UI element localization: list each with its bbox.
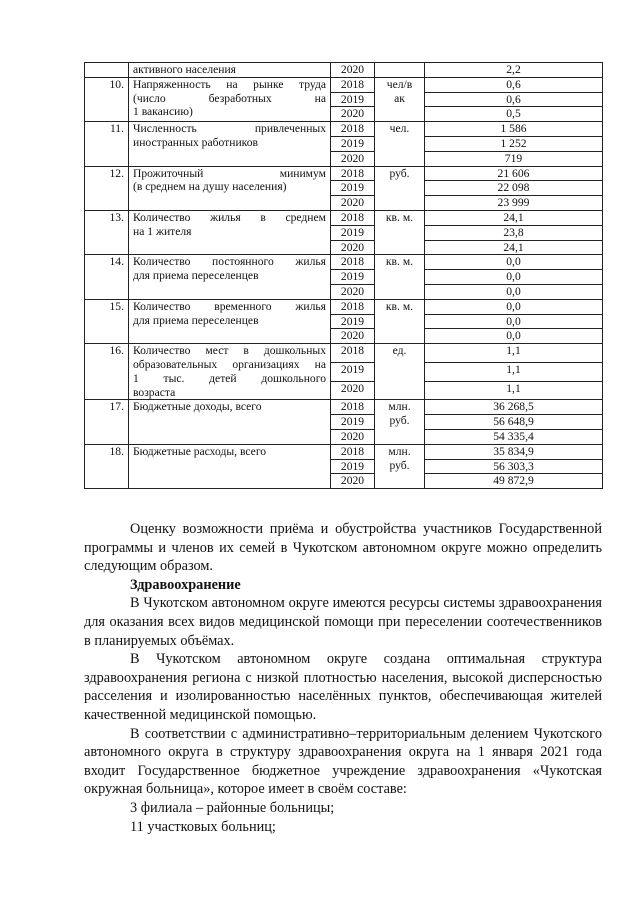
indicator-line: (в среднем на душу населения) xyxy=(133,180,287,194)
year-cell: 2019 xyxy=(331,362,375,381)
row-number: 11. xyxy=(85,122,129,166)
row-number: 16. xyxy=(85,344,129,400)
indicator-line: 1 тыс. детей дошкольного xyxy=(133,371,326,385)
value-cell: 36 268,5 xyxy=(425,400,603,415)
row-number: 17. xyxy=(85,400,129,444)
value-cell: 35 834,9 xyxy=(425,444,603,459)
unit-cell xyxy=(375,166,425,210)
year-cell: 2018 xyxy=(331,210,375,225)
value-cell: 0,0 xyxy=(425,270,603,285)
unit-cell xyxy=(375,400,425,444)
list-item-branches: 3 филиала – районные больницы; xyxy=(130,799,335,816)
value-cell: 23 999 xyxy=(425,196,603,211)
body-text xyxy=(84,520,602,836)
value-cell: 0,0 xyxy=(425,314,603,329)
unit-line: ак xyxy=(394,91,405,105)
row-number: 14. xyxy=(85,255,129,299)
unit-line: чел. xyxy=(389,122,410,136)
indicator-name xyxy=(129,444,331,488)
value-cell: 0,0 xyxy=(425,299,603,314)
indicator-line: (число безработных на xyxy=(133,91,326,105)
row-number xyxy=(85,63,129,78)
year-cell: 2020 xyxy=(331,151,375,166)
value-cell: 54 335,4 xyxy=(425,429,603,444)
value-cell: 1,1 xyxy=(425,362,603,381)
table-row xyxy=(85,63,603,78)
value-cell: 56 303,3 xyxy=(425,459,603,474)
value-cell: 0,5 xyxy=(425,107,603,122)
paragraph-healthcare-structure: В Чукотском автономном округе создана оптимальная структура здравоохранения региона с низкой плотностью населения, высокой дисперсностью расселения и изолированностью населённых пунктов, обеспечивающая жителей качественной медицинской помощью. xyxy=(84,651,602,723)
year-cell: 2019 xyxy=(331,270,375,285)
indicator-line: активного населения xyxy=(133,63,236,76)
table-row xyxy=(85,400,603,415)
unit-line: кв. м. xyxy=(385,299,414,313)
section-heading-healthcare: Здравоохранение xyxy=(130,576,241,593)
row-number: 13. xyxy=(85,210,129,254)
value-cell: 1,1 xyxy=(425,344,603,363)
year-cell: 2019 xyxy=(331,415,375,430)
table-row xyxy=(85,210,603,225)
indicator-line: для приема переселенцев xyxy=(133,313,259,327)
indicator-line: Количество временного жилья xyxy=(133,299,326,313)
year-cell: 2020 xyxy=(331,474,375,489)
paragraph-assessment: Оценку возможности приёма и обустройства участников Государственной программы и членов их семей в Чукотском автономном округе можно определить следующим образом. xyxy=(84,521,602,575)
value-cell: 49 872,9 xyxy=(425,474,603,489)
unit-cell xyxy=(375,299,425,343)
year-cell: 2019 xyxy=(331,225,375,240)
year-cell: 2020 xyxy=(331,63,375,78)
unit-line: млн. xyxy=(388,400,411,414)
value-cell: 0,6 xyxy=(425,77,603,92)
indicator-line: на 1 жителя xyxy=(133,224,192,238)
unit-line: млн. xyxy=(388,444,411,458)
year-cell: 2020 xyxy=(331,381,375,400)
row-number: 12. xyxy=(85,166,129,210)
year-cell: 2018 xyxy=(331,444,375,459)
indicator-name xyxy=(129,344,331,400)
unit-line: чел/в xyxy=(386,77,413,91)
year-cell: 2018 xyxy=(331,122,375,137)
row-number: 10. xyxy=(85,77,129,121)
year-cell: 2020 xyxy=(331,107,375,122)
indicator-line: Прожиточный минимум xyxy=(133,166,326,180)
year-cell: 2020 xyxy=(331,196,375,211)
table-row xyxy=(85,77,603,92)
value-cell: 24,1 xyxy=(425,210,603,225)
statistics-table-body xyxy=(85,63,603,489)
unit-line: кв. м. xyxy=(385,210,414,224)
unit-cell xyxy=(375,122,425,166)
indicator-name xyxy=(129,77,331,121)
row-number: 18. xyxy=(85,444,129,488)
year-cell: 2018 xyxy=(331,400,375,415)
table-row xyxy=(85,166,603,181)
indicator-name xyxy=(129,63,331,78)
value-cell: 22 098 xyxy=(425,181,603,196)
year-cell: 2018 xyxy=(331,255,375,270)
indicator-line: 1 вакансию) xyxy=(133,105,193,119)
indicator-line: Численность привлеченных xyxy=(133,122,326,136)
value-cell: 719 xyxy=(425,151,603,166)
indicator-line: образовательных организациях на xyxy=(133,357,326,371)
table-row xyxy=(85,255,603,270)
year-cell: 2019 xyxy=(331,136,375,151)
list-item-district-hospitals: 11 участковых больниц; xyxy=(130,818,276,835)
unit-cell xyxy=(375,210,425,254)
value-cell: 24,1 xyxy=(425,240,603,255)
indicator-name xyxy=(129,210,331,254)
value-cell: 2,2 xyxy=(425,63,603,78)
table-row xyxy=(85,122,603,137)
statistics-table xyxy=(84,62,603,489)
year-cell: 2019 xyxy=(331,92,375,107)
unit-cell xyxy=(375,77,425,121)
unit-line: кв. м. xyxy=(385,255,414,269)
unit-line: руб. xyxy=(389,166,410,180)
value-cell: 21 606 xyxy=(425,166,603,181)
year-cell: 2020 xyxy=(331,284,375,299)
year-cell: 2018 xyxy=(331,77,375,92)
indicator-line: Количество мест в дошкольных xyxy=(133,344,326,358)
unit-cell xyxy=(375,444,425,488)
unit-line: руб. xyxy=(389,414,410,428)
unit-cell xyxy=(375,255,425,299)
value-cell: 1,1 xyxy=(425,381,603,400)
year-cell: 2019 xyxy=(331,314,375,329)
indicator-name xyxy=(129,400,331,444)
year-cell: 2018 xyxy=(331,299,375,314)
indicator-name xyxy=(129,166,331,210)
indicator-name xyxy=(129,122,331,166)
indicator-line: иностранных работников xyxy=(133,135,258,149)
unit-line: руб. xyxy=(389,458,410,472)
table-row xyxy=(85,444,603,459)
value-cell: 0,0 xyxy=(425,284,603,299)
year-cell: 2020 xyxy=(331,240,375,255)
indicator-line: Бюджетные доходы, всего xyxy=(133,400,262,414)
unit-cell xyxy=(375,344,425,400)
value-cell: 56 648,9 xyxy=(425,415,603,430)
indicator-line: Бюджетные расходы, всего xyxy=(133,444,267,458)
value-cell: 0,6 xyxy=(425,92,603,107)
unit-line: ед. xyxy=(392,344,407,358)
paragraph-healthcare-resources: В Чукотском автономном округе имеются ресурсы системы здравоохранения для оказания всех видов медицинской помощи при переселении соотечественников в планируемых объёмах. xyxy=(84,595,602,649)
value-cell: 0,0 xyxy=(425,255,603,270)
year-cell: 2019 xyxy=(331,181,375,196)
indicator-name xyxy=(129,299,331,343)
indicator-name xyxy=(129,255,331,299)
year-cell: 2018 xyxy=(331,166,375,181)
value-cell: 0,0 xyxy=(425,329,603,344)
value-cell: 1 252 xyxy=(425,136,603,151)
row-number: 15. xyxy=(85,299,129,343)
year-cell: 2018 xyxy=(331,344,375,363)
year-cell: 2019 xyxy=(331,459,375,474)
paragraph-administrative-division: В соответствии с административно–территориальным делением Чукотского автономного округа в структуру здравоохранения округа на 1 января 2021 года входит Государственное бюджетное учреждение здравоохранения «Чукотская окружная больница», которое имеет в своём составе: xyxy=(84,725,602,798)
indicator-line: Количество жилья в среднем xyxy=(133,210,326,224)
indicator-line: возраста xyxy=(133,385,176,399)
indicator-line: Количество постоянного жилья xyxy=(133,255,326,269)
table-row xyxy=(85,344,603,363)
indicator-line: Напряженность на рынке труда xyxy=(133,77,326,91)
year-cell: 2020 xyxy=(331,329,375,344)
value-cell: 1 586 xyxy=(425,122,603,137)
indicator-line: для приема переселенцев xyxy=(133,269,259,283)
table-row xyxy=(85,299,603,314)
value-cell: 23,8 xyxy=(425,225,603,240)
unit-cell xyxy=(375,63,425,78)
year-cell: 2020 xyxy=(331,429,375,444)
